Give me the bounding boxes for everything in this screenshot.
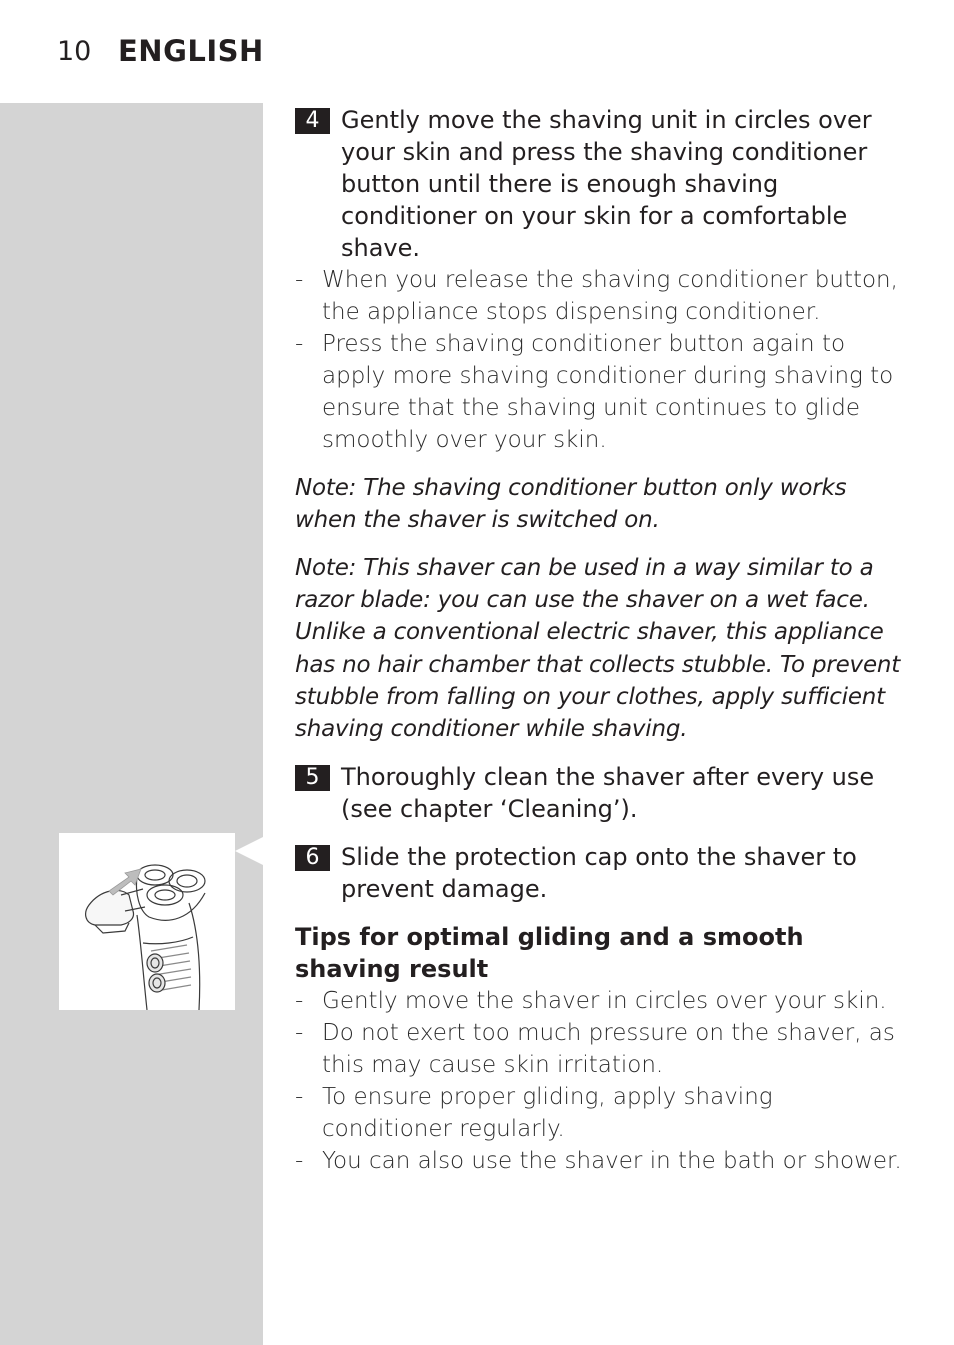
step-number-badge: 4 [295,108,330,134]
step-text: Thoroughly clean the shaver after every use (see chapter ‘Cleaning’). [341,763,875,823]
shaver-drawing [59,833,235,1010]
step-text: Gently move the shaving unit in circles over your skin and press the shaving conditioner button until there is enough shaving conditioner on your skin for a comfortable shave. [341,106,872,262]
list-item: - Gently move the shaver in circles over your skin. [295,988,887,1014]
figure-pointer [235,837,263,865]
step-5 [295,761,905,825]
list-item: - Press the shaving conditioner button again to apply more shaving conditioner during shaving to ensure that the shaving unit continues to glide smoothly over your skin. [295,331,894,453]
step-4-bullets [295,264,905,456]
list-item: - To ensure proper gliding, apply shaving conditioner regularly. [295,1084,773,1142]
page-number: 10 [57,36,92,67]
language-title: ENGLISH [118,34,264,68]
list-item: - You can also use the shaver in the bath or shower. [295,1148,902,1174]
step-6 [295,841,905,905]
note-wet-shave: Note: This shaver can be used in a way similar to a razor blade: you can use the shaver on a wet face. Unlike a conventional electric shaver, this appliance has no hair chamber that collects stubble. To prevent stubble from falling on your clothes, apply sufficient shaving conditioner while shaving. [295,555,901,743]
tips-bullets [295,985,905,1177]
list-item: - When you release the shaving conditioner button, the appliance stops dispensing conditioner. [295,267,898,325]
tips-section [295,921,905,1177]
step-text: Slide the protection cap onto the shaver to prevent damage. [341,843,857,903]
list-item: - Do not exert too much pressure on the shaver, as this may cause skin irritation. [295,1020,895,1078]
note-conditioner-button: Note: The shaving conditioner button only works when the shaver is switched on. [295,475,847,534]
step-4 [295,104,905,456]
tips-heading: Tips for optimal gliding and a smooth shaving result [295,923,804,983]
step-number-badge: 5 [295,765,330,791]
sidebar-panel [0,103,263,1345]
shaver-illustration [59,833,235,1010]
step-number-badge: 6 [295,845,330,871]
